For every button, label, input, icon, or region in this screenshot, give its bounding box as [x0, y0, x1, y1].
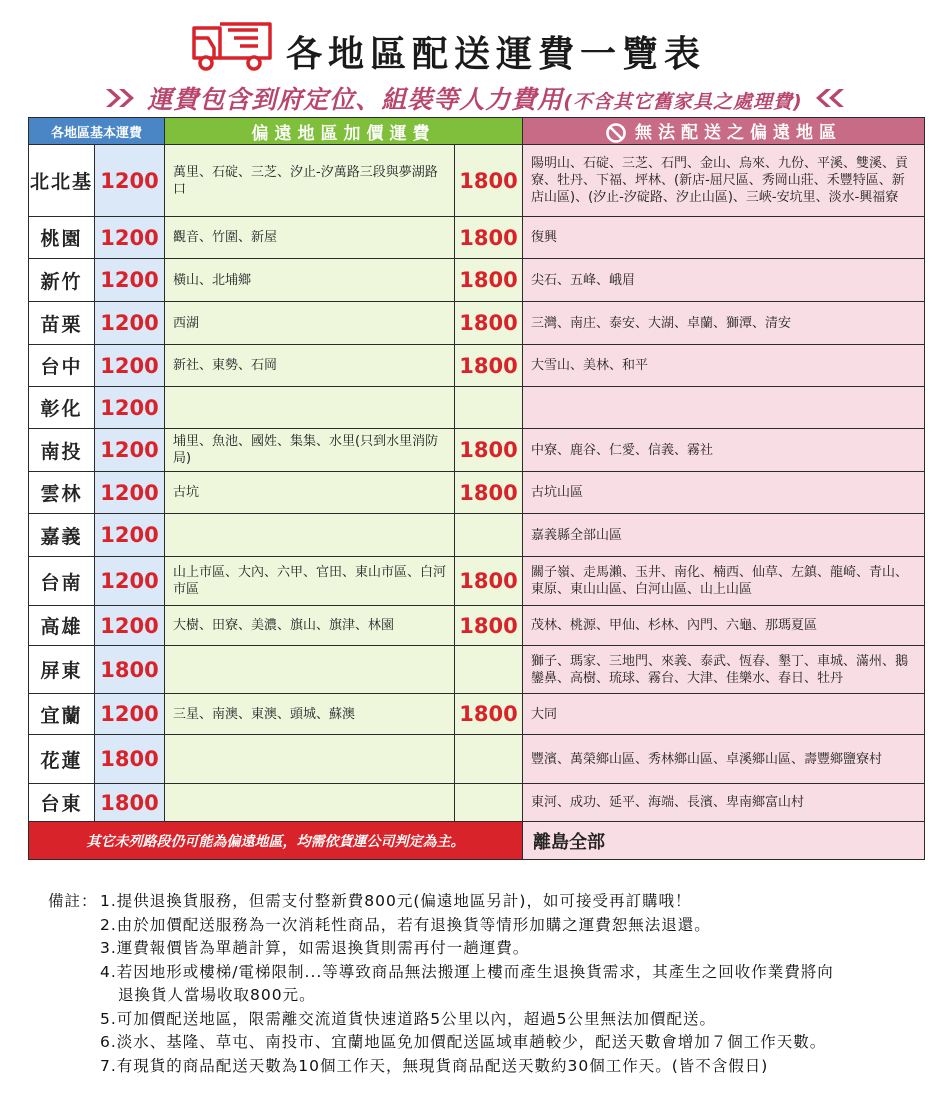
remote-fee: 1800 — [455, 145, 523, 217]
base-fee: 1200 — [95, 429, 165, 472]
ban-icon — [605, 122, 627, 144]
notes-section — [48, 890, 928, 1078]
no-delivery-areas: 三灣、南庄、泰安、大湖、卓蘭、獅潭、清安 — [523, 302, 925, 345]
remote-fee: 1800 — [455, 345, 523, 387]
table-row — [29, 557, 925, 606]
region-name: 台中 — [29, 345, 95, 387]
remote-fee: 1800 — [455, 694, 523, 735]
no-delivery-areas: 古坑山區 — [523, 472, 925, 514]
region-name: 嘉義 — [29, 514, 95, 557]
no-delivery-areas: 豐濱、萬榮鄉山區、秀林鄉山區、卓溪鄉山區、壽豐鄉鹽寮村 — [523, 735, 925, 784]
remote-fee: 1800 — [455, 429, 523, 472]
remote-areas: 古坑 — [165, 472, 455, 514]
note-item: 退換貨人當場收取800元。 — [118, 986, 316, 1004]
header-remote-fee: 偏遠地區加價運費 — [165, 118, 523, 145]
remote-fee: 1800 — [455, 557, 523, 606]
remote-areas: 新社、東勢、石岡 — [165, 345, 455, 387]
no-delivery-areas: 復興 — [523, 217, 925, 259]
base-fee: 1200 — [95, 145, 165, 217]
notes-list — [100, 890, 928, 1078]
remote-areas: 埔里、魚池、國姓、集集、水里(只到水里消防局) — [165, 429, 455, 472]
table-row — [29, 145, 925, 217]
no-delivery-areas: 關子嶺、走馬瀨、玉井、南化、楠西、仙草、左鎮、龍崎、青山、東原、東山山區、白河山區、山上山區 — [523, 557, 925, 606]
base-fee: 1200 — [95, 302, 165, 345]
remote-areas: 三星、南澳、東澳、頭城、蘇澳 — [165, 694, 455, 735]
region-name: 高雄 — [29, 606, 95, 646]
base-fee: 1800 — [95, 646, 165, 694]
table-row — [29, 345, 925, 387]
table-row — [29, 472, 925, 514]
table-row — [29, 259, 925, 302]
table-row — [29, 694, 925, 735]
remote-fee — [455, 387, 523, 429]
remote-areas: 山上市區、大內、六甲、官田、東山市區、白河市區 — [165, 557, 455, 606]
base-fee: 1200 — [95, 606, 165, 646]
no-delivery-areas: 大同 — [523, 694, 925, 735]
note-item: 5.可加價配送地區，限需離交流道貨快速道路5公里以內，超過5公里無法加價配送。 — [100, 1009, 717, 1028]
remote-areas — [165, 387, 455, 429]
base-fee: 1200 — [95, 472, 165, 514]
header-no-delivery: 無法配送之偏遠地區 — [523, 118, 925, 145]
base-fee: 1200 — [95, 217, 165, 259]
region-name: 北北基 — [29, 145, 95, 217]
remote-areas — [165, 784, 455, 822]
remote-areas: 大樹、田寮、美濃、旗山、旗津、林園 — [165, 606, 455, 646]
remote-fee — [455, 514, 523, 557]
region-name: 苗栗 — [29, 302, 95, 345]
region-name: 花蓮 — [29, 735, 95, 784]
no-delivery-areas: 尖石、五峰、峨眉 — [523, 259, 925, 302]
remote-fee: 1800 — [455, 259, 523, 302]
table-row — [29, 217, 925, 259]
region-name: 台南 — [29, 557, 95, 606]
subtitle-text: 運費包含到府定位、組裝等人力費用(不含其它舊家具之處理費) — [147, 85, 803, 114]
region-name: 桃園 — [29, 217, 95, 259]
table-row — [29, 387, 925, 429]
remote-areas — [165, 735, 455, 784]
no-delivery-areas: 嘉義縣全部山區 — [523, 514, 925, 557]
remote-fee: 1800 — [455, 217, 523, 259]
base-fee: 1200 — [95, 557, 165, 606]
remote-areas: 橫山、北埔鄉 — [165, 259, 455, 302]
remote-fee — [455, 735, 523, 784]
remote-areas: 觀音、竹圍、新屋 — [165, 217, 455, 259]
note-item: 7.有現貨的商品配送天數為10個工作天，無現貨商品配送天數約30個工作天。(皆不含假日) — [100, 1056, 769, 1075]
header-base-fee: 各地區基本運費 — [29, 118, 165, 145]
region-name: 南投 — [29, 429, 95, 472]
remote-areas — [165, 514, 455, 557]
base-fee: 1800 — [95, 784, 165, 822]
remote-areas: 西湖 — [165, 302, 455, 345]
no-delivery-areas: 中寮、鹿谷、仁愛、信義、霧社 — [523, 429, 925, 472]
double-chevron-left-icon — [812, 87, 846, 109]
region-name: 宜蘭 — [29, 694, 95, 735]
shipping-fee-table — [28, 117, 924, 860]
region-name: 彰化 — [29, 387, 95, 429]
note-item: 3.運費報價皆為單趟計算，如需退換貨則需再付一趟運費。 — [100, 939, 530, 957]
truck-icon — [190, 18, 276, 74]
table-row — [29, 735, 925, 784]
base-fee: 1200 — [95, 387, 165, 429]
base-fee: 1200 — [95, 259, 165, 302]
remote-areas — [165, 646, 455, 694]
table-footer-row — [29, 822, 925, 860]
no-delivery-areas: 大雪山、美林、和平 — [523, 345, 925, 387]
table-row — [29, 646, 925, 694]
no-delivery-areas: 獅子、瑪家、三地門、來義、泰武、恆春、墾丁、車城、滿州、鵝鑾鼻、高樹、琉球、霧台、大津、佳樂水、春日、牡丹 — [523, 646, 925, 694]
table-row — [29, 429, 925, 472]
table-header-row — [29, 118, 925, 145]
base-fee: 1800 — [95, 735, 165, 784]
table-row — [29, 302, 925, 345]
table-row — [29, 514, 925, 557]
note-item: 1.提供退換貨服務，但需支付整新費800元(偏遠地區另計)，如可接受再訂購哦！ — [100, 892, 692, 910]
note-item: 6.淡水、基隆、草屯、南投市、宜蘭地區免加價配送區域車趟較少，配送天數會增加７個工作天數。 — [100, 1033, 827, 1051]
remote-fee: 1800 — [455, 472, 523, 514]
remote-fee: 1800 — [455, 302, 523, 345]
table-row — [29, 606, 925, 646]
subtitle-banner — [0, 80, 950, 112]
table-body — [29, 145, 925, 822]
page-header — [0, 0, 950, 78]
no-delivery-areas — [523, 387, 925, 429]
no-delivery-areas: 茂林、桃源、甲仙、杉林、內門、六龜、那瑪夏區 — [523, 606, 925, 646]
page-title: 各地區配送運費一覽表 — [286, 34, 707, 75]
region-name: 台東 — [29, 784, 95, 822]
no-delivery-areas: 陽明山、石碇、三芝、石門、金山、烏來、九份、平溪、雙溪、貢寮、牡丹、下福、坪林、(新店-屈尺區、秀岡山莊、禾豐特區、新店山區)、(汐止-汐碇路、汐止山區)、三峽-安坑里、淡水-興福寮 — [523, 145, 925, 217]
region-name: 屏東 — [29, 646, 95, 694]
base-fee: 1200 — [95, 694, 165, 735]
footer-note: 其它未列路段仍可能為偏遠地區，均需依貨運公司判定為主。 — [29, 822, 523, 860]
notes-label: 備註： — [48, 892, 98, 910]
base-fee: 1200 — [95, 345, 165, 387]
note-item: 2.由於加價配送服務為一次消耗性商品，若有退換貨等情形加購之運費恕無法退還。 — [100, 915, 711, 934]
remote-fee — [455, 646, 523, 694]
footer-islands: 離島全部 — [523, 822, 925, 860]
note-item: 4.若因地形或樓梯/電梯限制...等導致商品無法搬運上樓而產生退換貨需求，其產生之回收作業費將向 — [100, 962, 834, 981]
region-name: 新竹 — [29, 259, 95, 302]
base-fee: 1200 — [95, 514, 165, 557]
remote-fee: 1800 — [455, 606, 523, 646]
no-delivery-areas: 東河、成功、延平、海端、長濱、卑南鄉富山村 — [523, 784, 925, 822]
remote-areas: 萬里、石碇、三芝、汐止-汐萬路三段與夢湖路口 — [165, 145, 455, 217]
region-name: 雲林 — [29, 472, 95, 514]
double-chevron-right-icon — [104, 87, 138, 109]
table-row — [29, 784, 925, 822]
remote-fee — [455, 784, 523, 822]
